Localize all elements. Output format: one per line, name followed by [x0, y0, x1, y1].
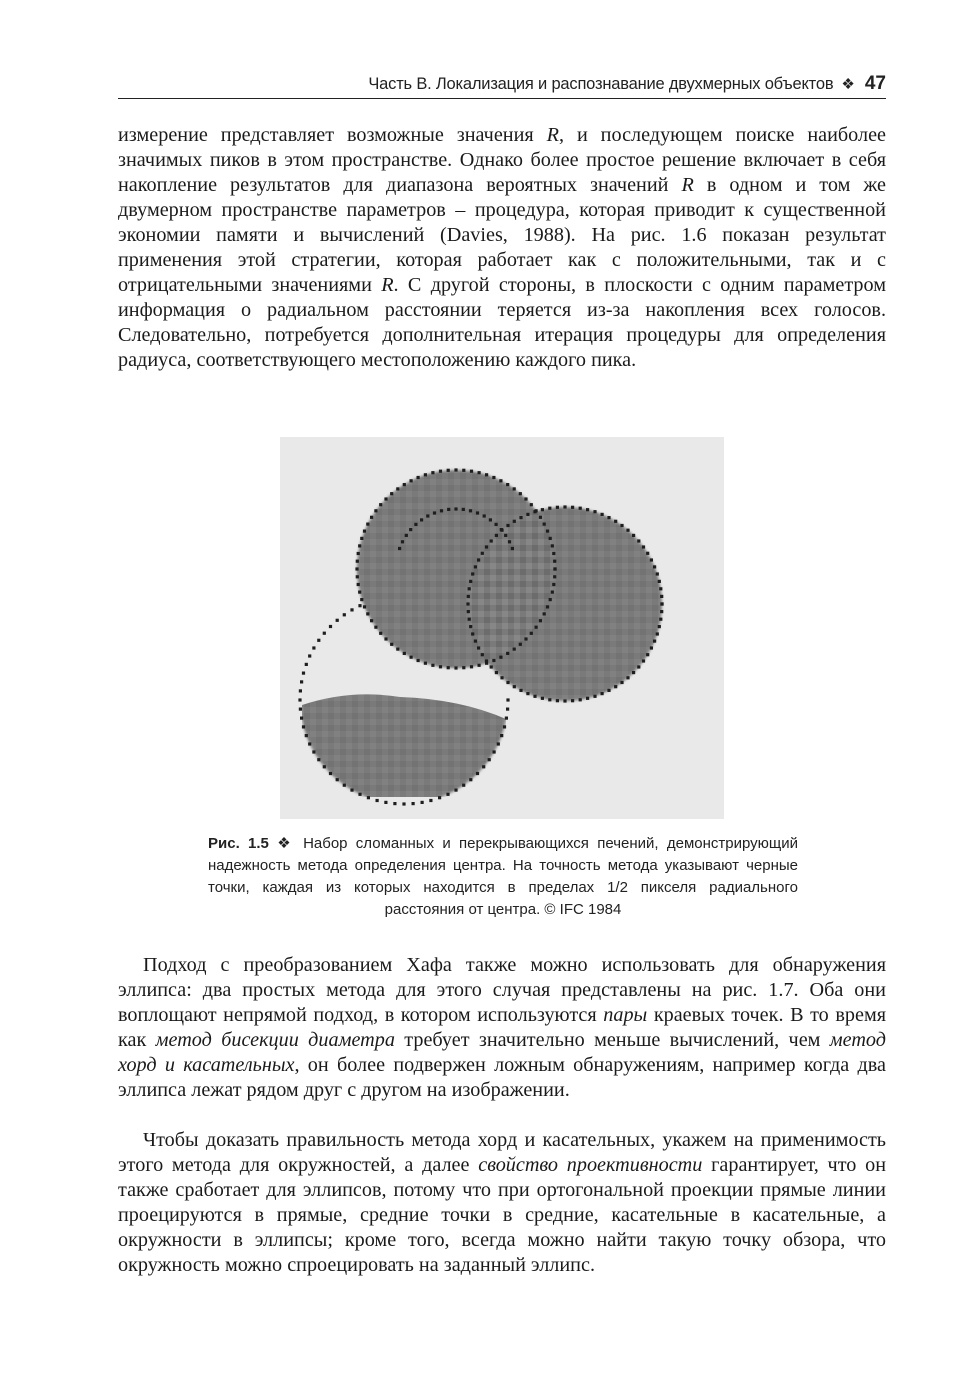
boundary-dot	[614, 520, 617, 523]
boundary-dot	[586, 508, 589, 511]
boundary-dot	[485, 545, 488, 548]
boundary-dot	[593, 510, 596, 513]
boundary-dot	[363, 605, 366, 608]
text-run: R	[381, 274, 394, 296]
text-run: краевых точек. В то время как	[118, 1004, 886, 1051]
boundary-dot	[323, 632, 326, 635]
boundary-dot	[556, 699, 559, 702]
boundary-dot	[384, 497, 387, 500]
boundary-dot	[355, 567, 358, 570]
text-run: Чтобы доказать правильность метода хорд и касательных, укажем на применимость этого метода для окружностей, а далее	[118, 1129, 886, 1176]
boundary-dot	[390, 492, 393, 495]
boundary-dot	[358, 544, 361, 547]
boundary-dot	[492, 659, 495, 662]
boundary-dot	[302, 672, 305, 675]
boundary-dot	[620, 524, 623, 527]
text-run: в одном и том же двумерном пространстве параметров – процедура, которая приводит к существенной экономии памяти и вычислений (Davies, 1988). На рис. 1.6 показан результат применения этой стратегии, которая работает как с положительными, так и с отрицательными значениями	[118, 174, 887, 296]
boundary-dot	[300, 717, 303, 720]
boundary-dot	[653, 640, 656, 643]
boundary-dot	[495, 534, 498, 537]
boundary-dot	[646, 552, 649, 555]
boundary-dot	[546, 605, 549, 608]
boundary-dot	[374, 626, 377, 629]
text-run: , и последующем поиске наиболее значимых пиков в этом пространстве. Однако более простое решение включает в себя накопление результатов для диапазона вероятных значений	[118, 124, 886, 196]
boundary-dot	[563, 505, 566, 508]
boundary-dot	[541, 697, 544, 700]
text-run: метод хорд и касательных	[118, 1029, 886, 1076]
boundary-dot	[656, 632, 659, 635]
boundary-dot	[474, 640, 477, 643]
boundary-dot	[343, 613, 346, 616]
boundary-dot	[481, 653, 484, 656]
boundary-dot	[403, 483, 406, 486]
boundary-dot	[454, 789, 457, 792]
caption-label: Рис. 1.5	[208, 835, 269, 852]
boundary-dot	[439, 470, 442, 473]
boundary-dot	[366, 612, 369, 615]
boundary-dot	[409, 528, 412, 531]
boundary-dot	[476, 772, 479, 775]
boundary-dot	[462, 469, 465, 472]
boundary-dot	[358, 793, 361, 796]
boundary-dot	[586, 697, 589, 700]
boundary-dot	[489, 518, 492, 521]
boundary-dot	[363, 530, 366, 533]
boundary-dot	[659, 587, 662, 590]
boundary-dot	[360, 598, 363, 601]
boundary-dot	[360, 537, 363, 540]
boundary-dot	[477, 646, 480, 649]
boundary-dot	[499, 479, 502, 482]
boundary-dot	[308, 654, 311, 657]
boundary-dot	[396, 648, 399, 651]
boundary-dot	[508, 540, 511, 543]
boundary-dot	[493, 750, 496, 753]
figure-image	[280, 437, 724, 819]
boundary-dot	[447, 469, 450, 472]
paragraph-2	[118, 953, 886, 1103]
boundary-dot	[467, 595, 470, 598]
boundary-dot	[533, 510, 536, 513]
boundary-dot	[553, 560, 556, 563]
text-run: пары	[603, 1004, 648, 1026]
boundary-dot	[317, 639, 320, 642]
boundary-dot	[384, 637, 387, 640]
boundary-dot	[403, 652, 406, 655]
boundary-dot	[500, 528, 503, 531]
boundary-dot	[549, 598, 552, 601]
boundary-dot	[626, 529, 629, 532]
boundary-dot	[469, 625, 472, 628]
boundary-dot	[317, 758, 320, 761]
boundary-dot	[552, 552, 555, 555]
boundary-dot	[659, 618, 662, 621]
text-run: R	[681, 174, 694, 196]
boundary-dot	[571, 506, 574, 509]
boundary-dot	[642, 545, 645, 548]
boundary-dot	[495, 523, 498, 526]
boundary-dot	[470, 470, 473, 473]
boundary-dot	[396, 487, 399, 490]
boundary-dot	[642, 659, 645, 662]
boundary-dot	[579, 507, 582, 510]
boundary-dot	[658, 625, 661, 628]
boundary-dot	[571, 699, 574, 702]
boundary-dot	[358, 591, 361, 594]
boundary-dot	[305, 663, 308, 666]
boundary-dot	[506, 708, 509, 711]
boundary-dot	[454, 666, 457, 669]
boundary-dot	[305, 734, 308, 737]
boundary-dot	[519, 492, 522, 495]
boundary-dot	[379, 503, 382, 506]
boundary-dot	[477, 558, 480, 561]
boundary-dot	[366, 523, 369, 526]
boundary-dot	[466, 602, 469, 605]
boundary-dot	[376, 799, 379, 802]
boundary-dot	[468, 618, 471, 621]
boundary-dot	[533, 695, 536, 698]
boundary-dot	[412, 802, 415, 805]
boundary-dot	[637, 665, 640, 668]
boundary-dot	[593, 695, 596, 698]
boundary-dot	[526, 692, 529, 695]
boundary-dot	[660, 595, 663, 598]
boundary-dot	[485, 473, 488, 476]
boundary-dot	[356, 560, 359, 563]
boundary-dot	[607, 689, 610, 692]
boundary-dot	[539, 516, 542, 519]
boundary-dot	[336, 778, 339, 781]
boundary-dot	[438, 796, 441, 799]
boundary-dot	[513, 520, 516, 523]
boundary-dot	[500, 734, 503, 737]
boundary-dot	[299, 708, 302, 711]
boundary-dot	[478, 664, 481, 667]
boundary-dot	[462, 508, 465, 511]
boundary-dot	[470, 665, 473, 668]
boundary-dot	[336, 619, 339, 622]
boundary-dot	[312, 646, 315, 649]
boundary-dot	[370, 619, 373, 622]
boundary-dot	[384, 801, 387, 804]
boundary-dot	[447, 508, 450, 511]
boundary-dot	[541, 508, 544, 511]
boundary-dot	[410, 656, 413, 659]
boundary-dot	[549, 537, 552, 540]
boundary-dot	[490, 539, 493, 542]
boundary-dot	[492, 476, 495, 479]
boundary-dot	[370, 516, 373, 519]
boundary-dot	[650, 558, 653, 561]
boundary-dot	[439, 665, 442, 668]
boundary-dot	[658, 580, 661, 583]
boundary-dot	[513, 685, 516, 688]
text-run: , он более подвержен ложным обнаружениям, например когда два эллипса лежат рядом друг с другом на изображении.	[118, 1054, 886, 1101]
boundary-dot	[482, 765, 485, 768]
boundary-dot	[424, 473, 427, 476]
boundary-dot	[551, 591, 554, 594]
figure-cookies	[280, 437, 724, 819]
boundary-dot	[499, 656, 502, 659]
chapter-title: Часть B. Локализация и распознавание двухмерных объектов	[368, 74, 834, 93]
boundary-dot	[405, 534, 408, 537]
text-run: Подход с преобразованием Хафа также можно использовать для обнаружения эллипса: два простых метода для этого случая представлены на рис. 1.7. Оба они воплощают непрямой подход, в котором используются	[118, 954, 886, 1026]
caption-ornament-icon: ❖	[277, 835, 295, 852]
boundary-dot	[469, 778, 472, 781]
boundary-dot	[467, 610, 470, 613]
boundary-dot	[393, 802, 396, 805]
boundary-dot	[660, 610, 663, 613]
boundary-dot	[556, 506, 559, 509]
ornament-icon: ❖	[841, 76, 855, 93]
boundary-dot	[524, 497, 527, 500]
boundary-dot	[429, 799, 432, 802]
boundary-dot	[504, 534, 507, 537]
boundary-dot	[614, 685, 617, 688]
boundary-dot	[350, 789, 353, 792]
boundary-dot	[402, 802, 405, 805]
boundary-dot	[358, 604, 361, 607]
boundary-dot	[447, 666, 450, 669]
boundary-dot	[298, 698, 301, 701]
boundary-dot	[500, 676, 503, 679]
boundary-dot	[417, 476, 420, 479]
boundary-dot	[495, 671, 498, 674]
boundary-dot	[488, 758, 491, 761]
boundary-dot	[511, 547, 514, 550]
boundary-dot	[300, 680, 303, 683]
boundary-dot	[626, 676, 629, 679]
boundary-dot	[469, 580, 472, 583]
boundary-dot	[357, 583, 360, 586]
boundary-dot	[637, 539, 640, 542]
boundary-dot	[546, 530, 549, 533]
boundary-dot	[420, 518, 423, 521]
boundary-dot	[505, 717, 508, 720]
boundary-dot	[468, 587, 471, 590]
boundary-dot	[497, 742, 500, 745]
boundary-dot	[650, 646, 653, 649]
boundary-dot	[401, 540, 404, 543]
text-run: требует значительно меньше вычислений, чем	[394, 1029, 830, 1051]
boundary-dot	[620, 681, 623, 684]
boundary-dot	[632, 671, 635, 674]
boundary-dot	[478, 471, 481, 474]
boundary-dot	[469, 509, 472, 512]
boundary-dot	[312, 750, 315, 753]
text-run: метод бисекции диаметра	[155, 1029, 395, 1051]
boundary-dot	[548, 698, 551, 701]
boundary-dot	[548, 507, 551, 510]
boundary-dot	[513, 487, 516, 490]
boundary-dot	[398, 547, 401, 550]
text-run: R	[546, 124, 559, 146]
running-header	[118, 70, 886, 99]
boundary-dot	[607, 516, 610, 519]
boundary-dot	[308, 742, 311, 745]
boundary-dot	[374, 509, 377, 512]
text-run: измерение представляет возможные значения	[118, 124, 547, 146]
boundary-dot	[424, 662, 427, 665]
boundary-dot	[563, 699, 566, 702]
boundary-dot	[440, 509, 443, 512]
boundary-dot	[329, 772, 332, 775]
boundary-dot	[543, 523, 546, 526]
boundary-dot	[483, 514, 486, 517]
boundary-dot	[535, 626, 538, 629]
boundary-dot	[471, 632, 474, 635]
boundary-dot	[431, 664, 434, 667]
boundary-dot	[329, 625, 332, 628]
boundary-dot	[506, 483, 509, 486]
boundary-dot	[543, 612, 546, 615]
boundary-dot	[579, 698, 582, 701]
boundary-dot	[530, 632, 533, 635]
boundary-dot	[367, 796, 370, 799]
boundary-dot	[519, 689, 522, 692]
boundary-dot	[390, 643, 393, 646]
text-run: свойство проективности	[478, 1154, 703, 1176]
paragraph-1	[118, 123, 886, 373]
boundary-dot	[506, 681, 509, 684]
boundary-dot	[431, 471, 434, 474]
boundary-dot	[357, 552, 360, 555]
boundary-dot	[417, 659, 420, 662]
boundary-dot	[601, 692, 604, 695]
boundary-dot	[553, 575, 556, 578]
boundary-dot	[446, 793, 449, 796]
text-run: гарантирует, что он также сработает для эллипсов, потому что при ортогональной проекции прямые линии проецируются в прямые, средние точки в средние, касательные в касательные, а окружности в эллипсы; кроме того, всегда можно найти такую точку обзора, что окружность можно спроецировать на заданный эллипс.	[118, 1154, 887, 1276]
boundary-dot	[656, 572, 659, 575]
boundary-dot	[471, 572, 474, 575]
boundary-dot	[379, 632, 382, 635]
boundary-dot	[551, 544, 554, 547]
boundary-dot	[646, 653, 649, 656]
boundary-dot	[601, 513, 604, 516]
boundary-dot	[410, 479, 413, 482]
boundary-dot	[454, 507, 457, 510]
boundary-dot	[503, 725, 506, 728]
boundary-dot	[323, 765, 326, 768]
boundary-dot	[553, 567, 556, 570]
boundary-dot	[506, 698, 509, 701]
boundary-dot	[519, 643, 522, 646]
boundary-dot	[526, 513, 529, 516]
boundary-dot	[462, 666, 465, 669]
boundary-dot	[343, 784, 346, 787]
boundary-dot	[660, 602, 663, 605]
boundary-dot	[414, 523, 417, 526]
figure-caption	[208, 833, 798, 921]
boundary-dot	[485, 659, 488, 662]
boundary-dot	[530, 503, 533, 506]
boundary-dot	[524, 637, 527, 640]
caption-text: Набор сломанных и перекрывающихся печений, демонстрирующий надежность метода определения центра. На точность метода указывают черные точки, каждая из которых находится в пределах 1/2 пикселя радиального расстояния от центра. © IFC 1984	[208, 835, 798, 918]
boundary-dot	[474, 565, 477, 568]
page-number: 47	[864, 73, 886, 94]
boundary-dot	[433, 511, 436, 514]
boundary-dot	[481, 552, 484, 555]
boundary-dot	[462, 784, 465, 787]
boundary-dot	[552, 583, 555, 586]
text-run: . С другой стороны, в плоскости с одним параметром информация о радиальном расстоянии теряется из-за накопления всех голосов. Следовательно, потребуется дополнительная итерация процедуры для определения радиуса, соответствующего местоположению каждого пика.	[118, 274, 886, 371]
boundary-dot	[490, 665, 493, 668]
boundary-dot	[506, 652, 509, 655]
boundary-dot	[476, 511, 479, 514]
boundary-dot	[421, 801, 424, 804]
boundary-dot	[454, 468, 457, 471]
boundary-dot	[356, 575, 359, 578]
boundary-dot	[539, 619, 542, 622]
boundary-dot	[302, 725, 305, 728]
boundary-dot	[350, 608, 353, 611]
boundary-dot	[506, 524, 509, 527]
boundary-dot	[653, 565, 656, 568]
boundary-dot	[632, 534, 635, 537]
boundary-dot	[519, 516, 522, 519]
boundary-dot	[513, 648, 516, 651]
paragraph-3	[118, 1128, 886, 1278]
boundary-dot	[299, 689, 302, 692]
boundary-dot	[426, 514, 429, 517]
